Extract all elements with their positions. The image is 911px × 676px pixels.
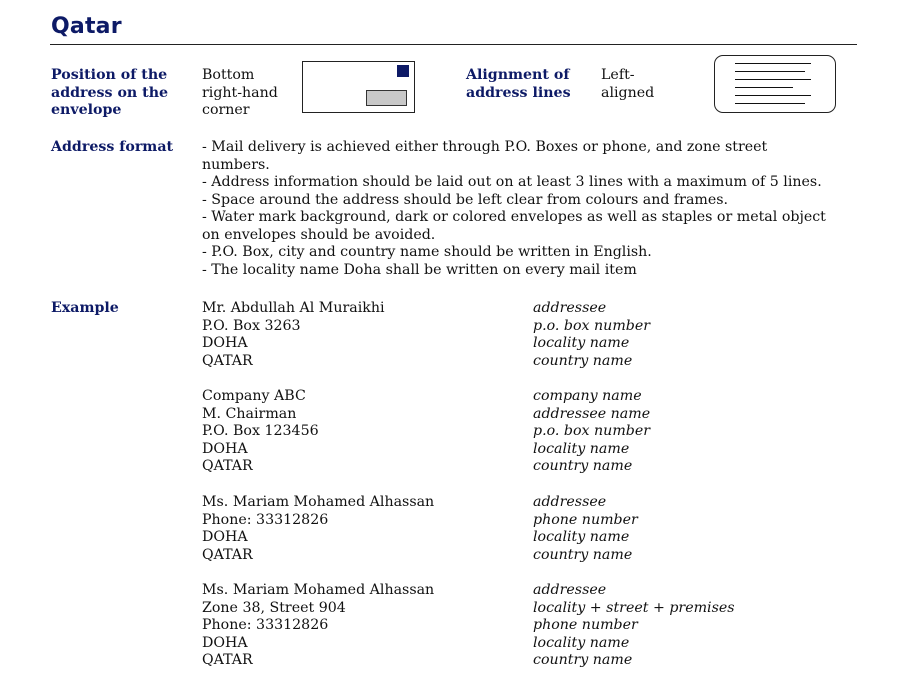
address-line: QATAR [202, 652, 253, 668]
note-line: company name [533, 388, 642, 404]
address-line: DOHA [202, 634, 248, 651]
note-line: country name [533, 352, 633, 369]
address-line: DOHA [202, 335, 248, 351]
address-line: Ms. Mariam Mohamed Alhassan [202, 582, 435, 598]
address-line: QATAR [202, 546, 253, 563]
format-label: Address format [51, 139, 174, 155]
page-title: Qatar [51, 14, 122, 39]
note-line: addressee [533, 300, 607, 316]
address-line: DOHA [202, 440, 248, 457]
example-address [202, 494, 434, 564]
example-label: Example [51, 300, 119, 316]
note-line: country name [533, 458, 633, 474]
note-line: phone number [533, 511, 638, 528]
note-line: p.o. box number [533, 317, 651, 334]
stamp-icon [397, 65, 409, 77]
text-line-icon [735, 103, 805, 104]
format-rule-line: - Water mark background, dark or colored envelopes as well as staples or metal object [202, 209, 826, 225]
example-address [202, 300, 385, 370]
example-notes [533, 300, 650, 370]
alignment-label-line: Alignment of [466, 67, 570, 83]
address-line: Ms. Mariam Mohamed Alhassan [202, 494, 435, 510]
note-line: addressee name [533, 405, 651, 422]
note-line: addressee [533, 494, 607, 510]
format-rule-line: - Address information should be laid out on at least 3 lines with a maximum of 5 lines. [202, 174, 822, 190]
format-rule-line: - Mail delivery is achieved either through P.O. Boxes or phone, and zone street [202, 139, 768, 155]
position-value-line: corner [202, 102, 250, 118]
address-line: DOHA [202, 529, 248, 545]
example-notes [533, 494, 638, 564]
text-line-icon [735, 87, 793, 88]
position-value [202, 67, 278, 120]
note-line: p.o. box number [533, 423, 651, 439]
alignment-value-line: Left- [601, 67, 635, 83]
alignment-label [466, 67, 571, 102]
alignment-value [601, 67, 654, 102]
example-address [202, 582, 434, 670]
address-line: Mr. Abdullah Al Muraikhi [202, 300, 385, 316]
address-line: M. Chairman [202, 405, 297, 422]
note-line: locality name [533, 440, 630, 457]
note-line: locality name [533, 634, 630, 651]
format-rule-line: - P.O. Box, city and country name should be written in English. [202, 244, 652, 260]
position-label [51, 67, 168, 120]
address-line: QATAR [202, 458, 253, 474]
address-area-icon [366, 90, 407, 106]
text-line-icon [735, 63, 811, 64]
format-rules [202, 139, 826, 279]
format-rule-line: numbers. [202, 156, 270, 173]
address-line: Phone: 33312826 [202, 511, 329, 528]
note-line: locality + street + premises [533, 599, 735, 616]
note-line: locality name [533, 335, 630, 351]
note-line: country name [533, 546, 633, 563]
address-line: P.O. Box 123456 [202, 423, 319, 439]
address-line: Company ABC [202, 388, 306, 404]
title-divider [50, 44, 857, 45]
address-line: P.O. Box 3263 [202, 317, 301, 334]
envelope-diagram [302, 61, 415, 113]
alignment-diagram [714, 55, 836, 113]
address-line: Zone 38, Street 904 [202, 599, 346, 616]
example-notes [533, 582, 735, 670]
position-value-line: right-hand [202, 84, 278, 101]
note-line: country name [533, 652, 633, 668]
position-label-line: envelope [51, 102, 122, 118]
address-line: QATAR [202, 352, 253, 369]
alignment-label-line: address lines [466, 84, 571, 101]
text-line-icon [735, 79, 811, 80]
format-rule-line: on envelopes should be avoided. [202, 226, 436, 243]
format-rule-line: - Space around the address should be left clear from colours and frames. [202, 191, 729, 208]
note-line: locality name [533, 529, 630, 545]
position-label-line: address on the [51, 84, 169, 101]
note-line: addressee [533, 582, 607, 598]
text-line-icon [735, 71, 805, 72]
format-rule-line: - The locality name Doha shall be written on every mail item [202, 261, 637, 278]
alignment-value-line: aligned [601, 84, 655, 101]
address-line: Phone: 33312826 [202, 617, 329, 633]
example-notes [533, 388, 650, 476]
position-label-line: Position of the [51, 67, 168, 83]
text-line-icon [735, 95, 811, 96]
note-line: phone number [533, 617, 638, 633]
example-address [202, 388, 319, 476]
position-value-line: Bottom [202, 67, 255, 83]
